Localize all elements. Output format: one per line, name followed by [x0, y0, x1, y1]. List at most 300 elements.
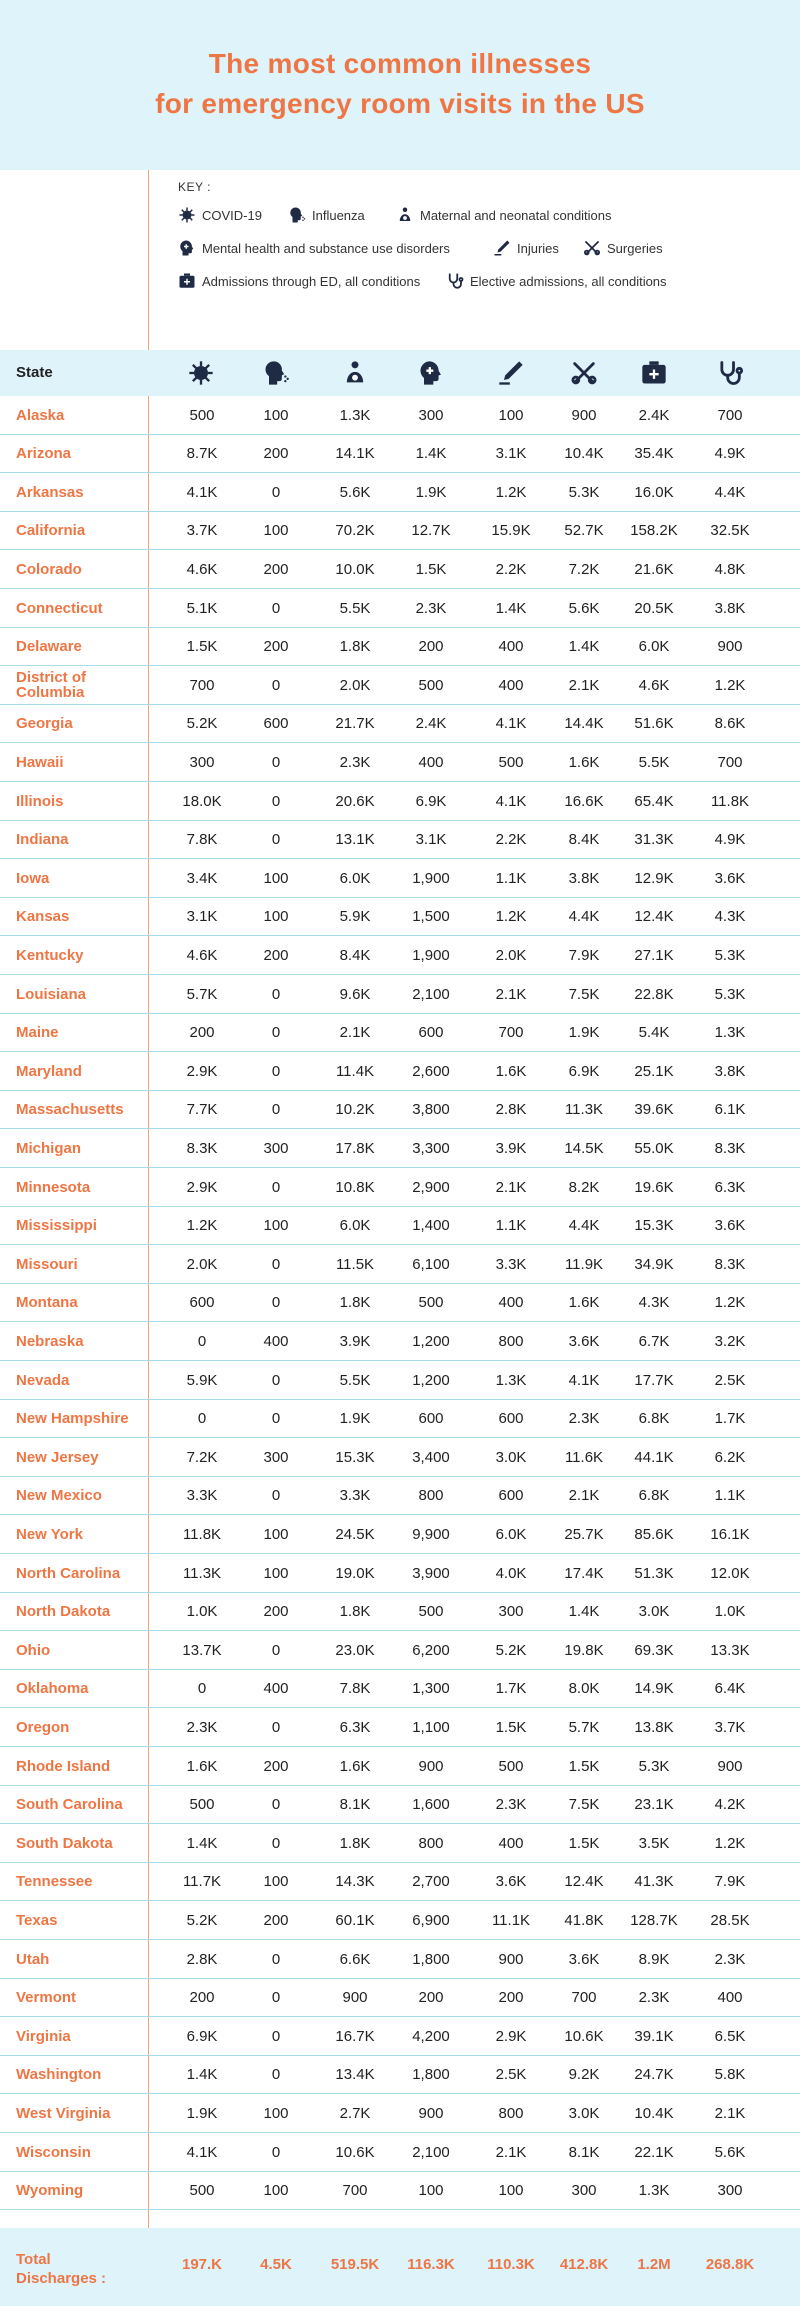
table-cell: 2.1K	[495, 1178, 527, 1196]
table-cell: 11.8K	[182, 1525, 222, 1543]
table-cell: 0	[271, 792, 281, 810]
table-cell: 16.0K	[634, 483, 674, 501]
table-cell: 400	[263, 1680, 289, 1698]
table-cell: 11.6K	[564, 1448, 604, 1466]
table-cell: 11.1K	[491, 1911, 531, 1929]
table-cell: 12.9K	[634, 869, 674, 887]
table-cell: 0	[271, 1641, 281, 1659]
table-cell: 3.3K	[186, 1487, 218, 1505]
table-cell: 4.1K	[186, 2143, 218, 2161]
table-cell: 700	[498, 1024, 524, 1042]
table-cell: 7.5K	[568, 985, 600, 1003]
page-title-line1: The most common illnesses	[208, 48, 592, 79]
table-cell: 6.4K	[714, 1680, 746, 1698]
total-value: 197.K	[181, 2256, 223, 2273]
table-cell: 7.8K	[186, 831, 218, 849]
table-cell: 3.6K	[714, 1217, 746, 1235]
state-name: Louisiana	[16, 985, 87, 1003]
table-cell: 10.8K	[335, 1178, 375, 1196]
table-cell: 4.0K	[495, 1564, 527, 1582]
table-cell: 1.5K	[186, 638, 218, 656]
table-cell: 3.9K	[495, 1139, 527, 1157]
table-cell: 0	[271, 1989, 281, 2007]
table-cell: 0	[271, 1487, 281, 1505]
table-cell: 1.2K	[714, 1294, 746, 1312]
table-row	[0, 1593, 800, 1632]
table-cell: 6,200	[412, 1641, 450, 1659]
table-cell: 7.8K	[339, 1680, 371, 1698]
table-cell: 52.7K	[564, 522, 604, 540]
table-cell: 5.6K	[568, 599, 600, 617]
column-header-surgeries	[570, 359, 598, 387]
table-cell: 51.3K	[634, 1564, 674, 1582]
table-cell: 7.5K	[568, 1796, 600, 1814]
state-name: New Jersey	[16, 1448, 99, 1466]
table-cell: 800	[498, 2104, 524, 2122]
table-cell: 25.1K	[634, 1062, 674, 1080]
table-cell: 1,400	[412, 1217, 450, 1235]
table-cell: 600	[418, 1024, 444, 1042]
table-cell: 18.0K	[182, 792, 222, 810]
table-cell: 12.4K	[564, 1873, 604, 1891]
table-cell: 3.7K	[714, 1718, 746, 1736]
table-cell: 5.3K	[638, 1757, 670, 1775]
table-cell: 70.2K	[335, 522, 375, 540]
table-cell: 200	[498, 1989, 524, 2007]
table-cell: 1.1K	[495, 1217, 527, 1235]
table-cell: 3.1K	[415, 831, 447, 849]
state-name: New Mexico	[16, 1487, 102, 1505]
state-name: South Carolina	[16, 1796, 123, 1814]
table-cell: 1,500	[412, 908, 450, 926]
table-cell: 5.2K	[495, 1641, 527, 1659]
table-cell: 6,100	[412, 1255, 450, 1273]
table-row	[0, 1245, 800, 1284]
table-cell: 2.3K	[638, 1989, 670, 2007]
table-cell: 200	[263, 1603, 289, 1621]
state-name: Maryland	[16, 1062, 82, 1080]
table-cell: 1.2K	[714, 676, 746, 694]
table-cell: 12.7K	[411, 522, 451, 540]
table-cell: 1.5K	[495, 1718, 527, 1736]
table-cell: 10.4K	[634, 2104, 674, 2122]
table-cell: 700	[189, 676, 215, 694]
table-cell: 8.0K	[568, 1680, 600, 1698]
table-cell: 100	[263, 908, 289, 926]
table-cell: 2.0K	[186, 1255, 218, 1273]
table-cell: 200	[263, 1757, 289, 1775]
state-name: Illinois	[16, 792, 64, 810]
column-header-injuries	[497, 359, 525, 387]
table-cell: 200	[418, 638, 444, 656]
table-cell: 17.7K	[634, 1371, 674, 1389]
table-cell: 1,100	[412, 1718, 450, 1736]
table-cell: 1.4K	[415, 445, 447, 463]
table-cell: 300	[263, 1139, 289, 1157]
table-row	[0, 589, 800, 628]
key-item-surgeries	[583, 237, 663, 259]
table-cell: 3.0K	[638, 1603, 670, 1621]
state-name: Wyoming	[16, 2182, 84, 2200]
table-cell: 900	[418, 1757, 444, 1775]
table-cell: 5.3K	[714, 985, 746, 1003]
table-cell: 500	[418, 1294, 444, 1312]
table-cell: 6.8K	[638, 1410, 670, 1428]
table-cell: 1.8K	[339, 638, 371, 656]
table-cell: 4.1K	[568, 1371, 600, 1389]
table-cell: 6.1K	[714, 1101, 746, 1119]
table-cell: 158.2K	[630, 522, 678, 540]
table-cell: 14.3K	[335, 1873, 375, 1891]
table-cell: 9.2K	[568, 2066, 600, 2084]
table-cell: 11.4K	[335, 1062, 375, 1080]
table-cell: 8.4K	[568, 831, 600, 849]
table-cell: 1.9K	[415, 483, 447, 501]
table-row	[0, 2133, 800, 2172]
table-row	[0, 1014, 800, 1053]
table-cell: 32.5K	[710, 522, 750, 540]
table-cell: 4.6K	[186, 560, 218, 578]
column-header-influenza	[262, 359, 290, 387]
table-cell: 31.3K	[634, 831, 674, 849]
table-cell: 500	[498, 753, 524, 771]
table-cell: 9,900	[412, 1525, 450, 1543]
table-cell: 1,900	[412, 946, 450, 964]
state-name: North Carolina	[16, 1564, 121, 1582]
table-cell: 4.6K	[186, 946, 218, 964]
table-cell: 5.5K	[339, 1371, 371, 1389]
key-item-maternal	[396, 204, 612, 226]
table-cell: 128.7K	[630, 1911, 678, 1929]
elective-icon	[716, 359, 744, 387]
table-cell: 3.0K	[495, 1448, 527, 1466]
table-cell: 700	[717, 406, 743, 424]
table-cell: 6.7K	[638, 1332, 670, 1350]
table-cell: 2.5K	[495, 2066, 527, 2084]
table-row	[0, 2017, 800, 2056]
table-cell: 8.1K	[339, 1796, 371, 1814]
table-cell: 4.1K	[495, 792, 527, 810]
table-cell: 5.2K	[186, 1911, 218, 1929]
table-cell: 6.9K	[568, 1062, 600, 1080]
table-cell: 900	[418, 2104, 444, 2122]
table-cell: 11.7K	[182, 1873, 222, 1891]
table-row	[0, 1940, 800, 1979]
table-cell: 100	[263, 2104, 289, 2122]
table-cell: 2.1K	[495, 985, 527, 1003]
mental-health-icon	[417, 359, 445, 387]
table-cell: 4.9K	[714, 445, 746, 463]
table-cell: 3.3K	[495, 1255, 527, 1273]
table-cell: 300	[418, 406, 444, 424]
table-row	[0, 2056, 800, 2095]
table-cell: 3.8K	[568, 869, 600, 887]
table-cell: 5.2K	[186, 715, 218, 733]
table-cell: 900	[717, 1757, 743, 1775]
table-cell: 1.6K	[568, 1294, 600, 1312]
table-cell: 19.6K	[634, 1178, 674, 1196]
table-cell: 5.8K	[714, 2066, 746, 2084]
table-cell: 3.1K	[186, 908, 218, 926]
table-cell: 8.6K	[714, 715, 746, 733]
table-cell: 500	[418, 1603, 444, 1621]
table-cell: 44.1K	[634, 1448, 674, 1466]
state-name: North Dakota	[16, 1603, 111, 1621]
table-cell: 2.3K	[568, 1410, 600, 1428]
key-item-injuries	[493, 237, 559, 259]
table-cell: 3.8K	[714, 599, 746, 617]
table-cell: 1.4K	[186, 2066, 218, 2084]
table-cell: 5.3K	[714, 946, 746, 964]
table-cell: 2,100	[412, 985, 450, 1003]
state-name: Delaware	[16, 638, 82, 656]
table-row	[0, 1863, 800, 1902]
table-cell: 1.5K	[568, 1834, 600, 1852]
table-cell: 3.9K	[339, 1332, 371, 1350]
table-cell: 600	[189, 1294, 215, 1312]
table-cell: 10.6K	[335, 2143, 375, 2161]
state-name: Arizona	[16, 445, 72, 463]
table-cell: 300	[571, 2182, 597, 2200]
table-cell: 0	[271, 2027, 281, 2045]
state-name: Tennessee	[16, 1873, 93, 1891]
table-cell: 4.9K	[714, 831, 746, 849]
table-row	[0, 550, 800, 589]
table-cell: 7.9K	[714, 1873, 746, 1891]
table-cell: 600	[498, 1487, 524, 1505]
table-cell: 1.3K	[638, 2182, 670, 2200]
table-row	[0, 1708, 800, 1747]
table-cell: 100	[263, 406, 289, 424]
table-cell: 12.4K	[634, 908, 674, 926]
table-cell: 5.4K	[638, 1024, 670, 1042]
covid-icon	[178, 206, 196, 224]
table-cell: 12.0K	[710, 1564, 750, 1582]
table-cell: 41.8K	[564, 1911, 604, 1929]
table-cell: 8.7K	[186, 445, 218, 463]
table-cell: 100	[263, 1217, 289, 1235]
table-cell: 6.5K	[714, 2027, 746, 2045]
state-name: Minnesota	[16, 1178, 91, 1196]
table-cell: 22.1K	[634, 2143, 674, 2161]
table-cell: 0	[271, 831, 281, 849]
table-cell: 400	[717, 1989, 743, 2007]
table-cell: 13.7K	[182, 1641, 222, 1659]
table-cell: 400	[498, 676, 524, 694]
table-cell: 6.6K	[339, 1950, 371, 1968]
state-name: Ohio	[16, 1641, 51, 1659]
table-cell: 24.7K	[634, 2066, 674, 2084]
table-cell: 200	[418, 1989, 444, 2007]
table-cell: 6.9K	[415, 792, 447, 810]
table-cell: 700	[342, 2182, 368, 2200]
table-cell: 5.6K	[339, 483, 371, 501]
table-cell: 100	[263, 1564, 289, 1582]
admissions-ed-icon	[178, 272, 196, 290]
table-header	[0, 350, 800, 396]
surgeries-icon	[570, 359, 598, 387]
mental-health-icon	[178, 239, 196, 257]
state-name: Arkansas	[16, 483, 84, 501]
table-cell: 2.4K	[638, 406, 670, 424]
table-cell: 5.9K	[339, 908, 371, 926]
table-row	[0, 1207, 800, 1246]
table-cell: 2.3K	[339, 753, 371, 771]
table-cell: 500	[189, 1796, 215, 1814]
table-cell: 11.3K	[182, 1564, 222, 1582]
table-row	[0, 1824, 800, 1863]
table-row	[0, 1670, 800, 1709]
table-row	[0, 1361, 800, 1400]
table-cell: 0	[197, 1332, 207, 1350]
table-cell: 17.8K	[335, 1139, 375, 1157]
table-cell: 900	[717, 638, 743, 656]
table-cell: 13.8K	[634, 1718, 674, 1736]
key-label-mental-health: Mental health and substance use disorders	[202, 240, 450, 256]
table-row	[0, 512, 800, 551]
total-value: 1.2M	[637, 2256, 671, 2273]
total-value: 116.3K	[407, 2256, 455, 2273]
state-name: Vermont	[16, 1989, 77, 2007]
table-cell: 3.4K	[186, 869, 218, 887]
table-row	[0, 1477, 800, 1516]
table-cell: 1.9K	[568, 1024, 600, 1042]
table-cell: 8.1K	[568, 2143, 600, 2161]
table-cell: 1.0K	[186, 1603, 218, 1621]
state-name: Oregon	[16, 1718, 70, 1736]
table-cell: 6.0K	[339, 1217, 371, 1235]
table-cell: 1,800	[412, 2066, 450, 2084]
table-cell: 1.4K	[186, 1834, 218, 1852]
state-name: Massachusetts	[16, 1101, 124, 1119]
table-cell: 39.1K	[634, 2027, 674, 2045]
table-cell: 6.8K	[638, 1487, 670, 1505]
table-cell: 85.6K	[634, 1525, 674, 1543]
table-cell: 0	[271, 753, 281, 771]
table-cell: 3.6K	[568, 1950, 600, 1968]
table-cell: 100	[263, 1873, 289, 1891]
state-name: Wisconsin	[16, 2143, 91, 2161]
state-name: Virginia	[16, 2027, 71, 2045]
table-cell: 2.7K	[339, 2104, 371, 2122]
table-cell: 3.6K	[568, 1332, 600, 1350]
table-cell: 4.4K	[714, 483, 746, 501]
table-cell: 6.3K	[714, 1178, 746, 1196]
table-cell: 1.9K	[186, 2104, 218, 2122]
table-cell: 500	[498, 1757, 524, 1775]
state-name: Alaska	[16, 406, 65, 424]
table-row	[0, 1901, 800, 1940]
table-cell: 400	[418, 753, 444, 771]
table-cell: 0	[271, 1950, 281, 1968]
table-cell: 2.2K	[495, 831, 527, 849]
table-cell: 19.8K	[564, 1641, 604, 1659]
table-cell: 200	[263, 946, 289, 964]
table-row	[0, 396, 800, 435]
state-name: New Hampshire	[16, 1410, 129, 1428]
table-cell: 100	[263, 2182, 289, 2200]
key-item-covid	[178, 204, 262, 226]
key-label-admissions-ed: Admissions through ED, all conditions	[202, 273, 421, 289]
table-cell: 15.3K	[335, 1448, 375, 1466]
table-cell: 24.5K	[335, 1525, 375, 1543]
total-value: 110.3K	[487, 2256, 535, 2273]
table-cell: 1,200	[412, 1371, 450, 1389]
state-name: Texas	[16, 1911, 58, 1929]
table-cell: 2.3K	[186, 1718, 218, 1736]
table-row	[0, 1284, 800, 1323]
key-label-elective: Elective admissions, all conditions	[470, 273, 667, 289]
key-item-mental-health	[178, 237, 450, 259]
table-row	[0, 2172, 800, 2211]
column-header-elective	[716, 359, 744, 387]
table-row	[0, 1168, 800, 1207]
total-value: 412.8K	[559, 2256, 609, 2273]
table-cell: 300	[189, 753, 215, 771]
table-cell: 7.7K	[186, 1101, 218, 1119]
table-cell: 3,800	[412, 1101, 450, 1119]
state-name: Kentucky	[16, 946, 84, 964]
key-item-elective	[446, 270, 667, 292]
table-cell: 1.6K	[186, 1757, 218, 1775]
table-cell: 3.8K	[714, 1062, 746, 1080]
table-cell: 13.1K	[335, 831, 375, 849]
table-cell: 4.4K	[568, 1217, 600, 1235]
table-cell: 0	[271, 1101, 281, 1119]
state-name: Montana	[16, 1294, 78, 1312]
table-cell: 100	[263, 1525, 289, 1543]
table-cell: 100	[498, 406, 524, 424]
column-header-maternal	[341, 359, 369, 387]
table-cell: 2.5K	[714, 1371, 746, 1389]
table-cell: 600	[263, 715, 289, 733]
table-cell: 6.3K	[339, 1718, 371, 1736]
table-row	[0, 821, 800, 860]
table-cell: 0	[271, 1371, 281, 1389]
table-cell: 8.3K	[714, 1139, 746, 1157]
table-cell: 2.9K	[495, 2027, 527, 2045]
key-label-influenza: Influenza	[312, 207, 365, 223]
table-cell: 28.5K	[710, 1911, 750, 1929]
table-cell: 14.4K	[564, 715, 604, 733]
state-name: Connecticut	[16, 599, 103, 617]
table-cell: 60.1K	[335, 1911, 375, 1929]
table-cell: 0	[271, 1294, 281, 1312]
state-name: Rhode Island	[16, 1757, 111, 1775]
table-cell: 3.6K	[495, 1873, 527, 1891]
totals-label	[16, 2250, 106, 2288]
column-header-mental-health	[417, 359, 445, 387]
table-cell: 2.1K	[339, 1024, 371, 1042]
key-label-covid: COVID-19	[202, 207, 262, 223]
table-row	[0, 1515, 800, 1554]
table-cell: 1.6K	[495, 1062, 527, 1080]
state-name: Kansas	[16, 908, 70, 926]
state-name: New York	[16, 1525, 83, 1543]
table-cell: 4.3K	[714, 908, 746, 926]
table-cell: 20.6K	[335, 792, 375, 810]
table-cell: 1.3K	[714, 1024, 746, 1042]
injuries-icon	[493, 239, 511, 257]
table-cell: 3.1K	[495, 445, 527, 463]
table-cell: 1.0K	[714, 1603, 746, 1621]
table-cell: 1.4K	[568, 638, 600, 656]
table-cell: 9.6K	[339, 985, 371, 1003]
table-cell: 200	[189, 1989, 215, 2007]
table-row	[0, 435, 800, 474]
state-name: District of Columbia	[16, 669, 87, 702]
table-cell: 16.7K	[335, 2027, 375, 2045]
